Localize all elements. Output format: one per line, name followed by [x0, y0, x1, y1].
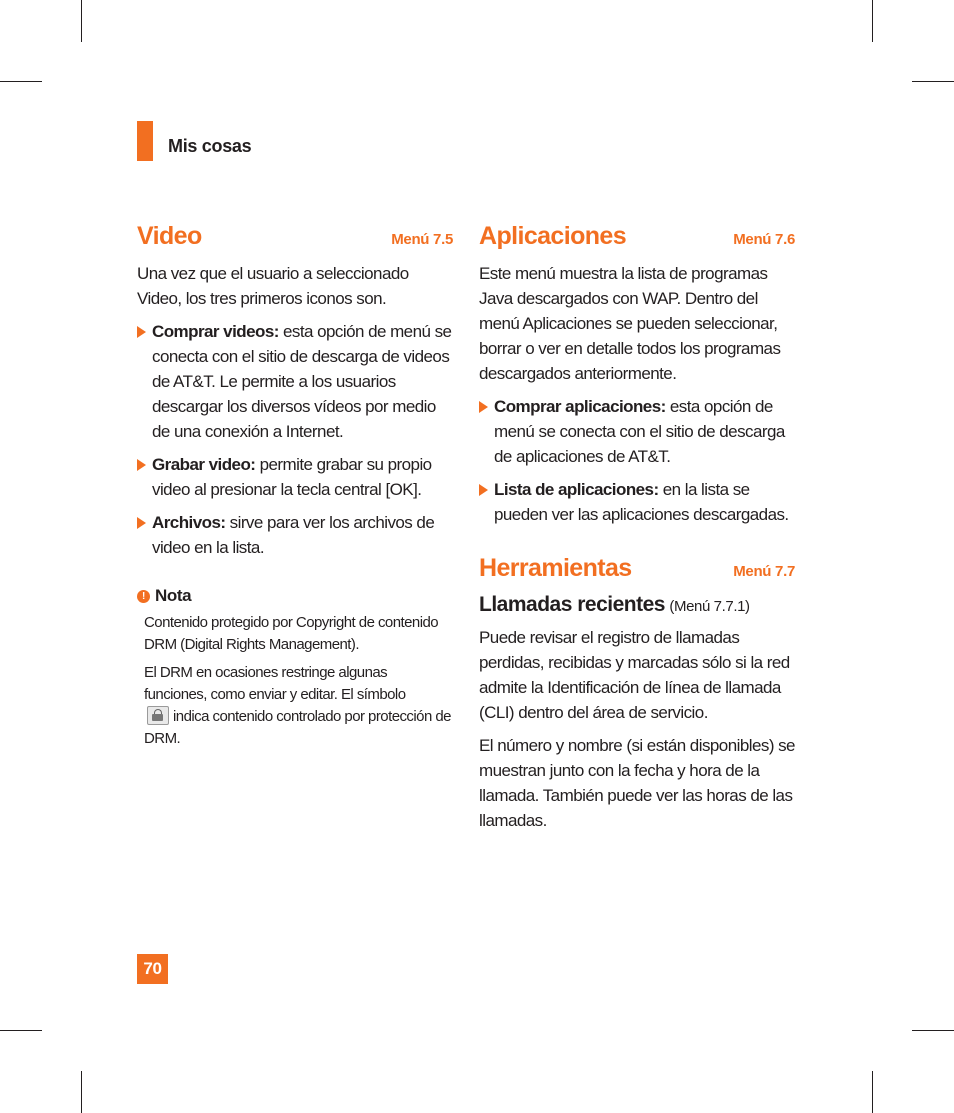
llamadas-paragraph-2: El número y nombre (si están disponibles) se muestran junto con la fecha y hora de la llamada. También puede ver las horas de las llamadas.	[479, 736, 795, 830]
note-heading	[137, 586, 453, 606]
bullet-arrow-icon	[137, 459, 146, 471]
herramientas-heading	[479, 553, 795, 583]
bullet-text: en la lista se pueden ver las aplicaciones descargadas.	[494, 480, 789, 524]
note-title: Nota	[155, 586, 192, 605]
video-title: Video	[137, 222, 202, 250]
exclamation-icon: !	[137, 590, 150, 603]
bullet-text: sirve para ver los archivos de video en la lista.	[152, 513, 435, 557]
herramientas-menu-number: Menú 7.7	[733, 563, 795, 580]
crop-mark	[912, 81, 954, 82]
header-accent-bar	[137, 121, 153, 161]
drm-lock-icon	[147, 706, 169, 725]
bullet-term: Grabar video:	[152, 455, 256, 474]
crop-mark	[0, 81, 42, 82]
bullet-term: Comprar aplicaciones:	[494, 397, 666, 416]
crop-mark	[0, 1030, 42, 1031]
bullet-term: Lista de aplicaciones:	[494, 480, 659, 499]
right-column	[479, 221, 795, 841]
video-bullet-grabar	[137, 452, 453, 502]
bullet-text: esta opción de menú se conecta con el sitio de descarga de videos de AT&T. Le permite a los usuarios descargar los diversos vídeos por medio de una conexión a Internet.	[152, 322, 452, 441]
note-text-after-icon: indica contenido controlado por protección de DRM.	[144, 708, 451, 747]
video-menu-number: Menú 7.5	[391, 231, 453, 248]
note-paragraph-1: Contenido protegido por Copyright de contenido DRM (Digital Rights Management).	[144, 614, 439, 653]
bullet-arrow-icon	[479, 401, 488, 413]
aplicaciones-bullet-comprar	[479, 394, 795, 469]
note-text-before-icon: El DRM en ocasiones restringe algunas funciones, como enviar y editar. El símbolo	[144, 664, 406, 703]
video-intro: Una vez que el usuario a seleccionado Video, los tres primeros iconos son.	[137, 264, 409, 308]
crop-mark	[872, 1071, 873, 1113]
llamadas-recientes-title: Llamadas recientes	[479, 593, 665, 616]
crop-mark	[81, 0, 82, 42]
bullet-term: Comprar videos:	[152, 322, 279, 341]
aplicaciones-heading	[479, 221, 795, 251]
crop-mark	[81, 1071, 82, 1113]
aplicaciones-bullet-lista	[479, 477, 795, 527]
video-bullet-archivos	[137, 510, 453, 560]
bullet-arrow-icon	[137, 326, 146, 338]
llamadas-paragraph-1: Puede revisar el registro de llamadas perdidas, recibidas y marcadas sólo si la red admite la Identificación de línea de llamada (CLI) dentro del área de servicio.	[479, 628, 790, 722]
page-number: 70	[137, 954, 168, 984]
crop-mark	[872, 0, 873, 42]
herramientas-title: Herramientas	[479, 554, 632, 582]
video-bullet-comprar	[137, 319, 453, 444]
aplicaciones-intro: Este menú muestra la lista de programas Java descargados con WAP. Dentro del menú Aplicaciones se pueden seleccionar, borrar o ver en detalle todos los programas descargados anteriormente.	[479, 264, 781, 383]
aplicaciones-menu-number: Menú 7.6	[733, 231, 795, 248]
aplicaciones-title: Aplicaciones	[479, 222, 627, 250]
llamadas-recientes-menu-number: (Menú 7.7.1)	[669, 598, 750, 615]
bullet-text: esta opción de menú se conecta con el sitio de descarga de aplicaciones de AT&T.	[494, 397, 785, 466]
bullet-arrow-icon	[137, 517, 146, 529]
bullet-term: Archivos:	[152, 513, 226, 532]
section-header-title: Mis cosas	[168, 136, 252, 156]
left-column	[137, 221, 453, 756]
note-paragraph-2	[144, 662, 453, 750]
video-heading	[137, 221, 453, 251]
bullet-text: permite grabar su propio video al presionar la tecla central [OK].	[152, 455, 432, 499]
crop-mark	[912, 1030, 954, 1031]
bullet-arrow-icon	[479, 484, 488, 496]
llamadas-recientes-heading	[479, 593, 795, 617]
note-body	[137, 612, 453, 750]
